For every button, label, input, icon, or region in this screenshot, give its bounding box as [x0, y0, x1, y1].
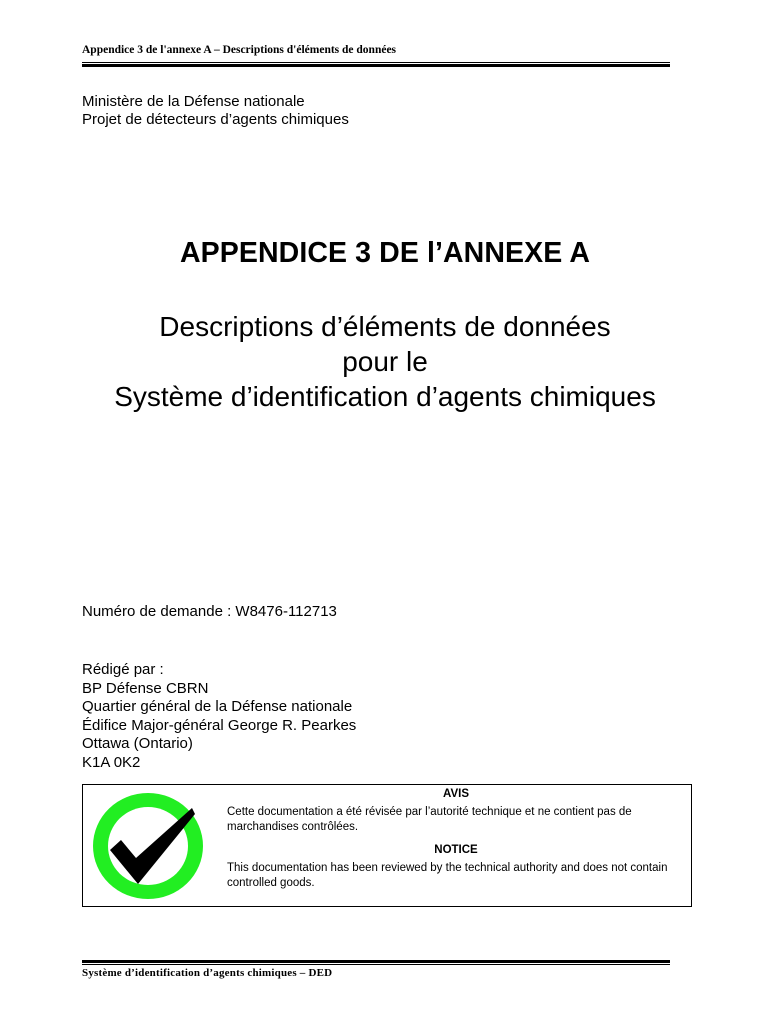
prepared-by-line: Édifice Major-général George R. Pearkes: [82, 716, 357, 734]
organization-line: Ministère de la Défense nationale: [82, 93, 305, 110]
notice-text: [227, 787, 685, 891]
organization-line: Projet de détecteurs d’agents chimiques: [82, 111, 349, 128]
footer-rule-thick: [82, 960, 670, 963]
prepared-by-line: Quartier général de la Défense nationale: [82, 698, 353, 715]
header-rule-thick: [82, 64, 670, 67]
prepared-by-line: K1A 0K2: [82, 753, 141, 771]
notice-body-en: This documentation has been reviewed by the technical authority and does not contain controlled goods.: [227, 862, 668, 889]
notice-heading-en: NOTICE: [434, 844, 478, 856]
footer-rule-thin: [82, 964, 670, 965]
green-checkmark-icon: [87, 788, 209, 904]
subtitle-line: Système d’identification d’agents chimiques: [114, 381, 656, 412]
request-number: Numéro de demande : W8476-112713: [82, 603, 337, 620]
document-title: APPENDICE 3 DE l’ANNEXE A: [179, 237, 591, 269]
document-subtitle: [0, 309, 770, 414]
prepared-by-block: [82, 661, 356, 772]
notice-box: [82, 784, 692, 907]
prepared-by-line: Ottawa (Ontario): [82, 735, 193, 752]
subtitle-line: pour le: [342, 346, 428, 377]
prepared-by-line: BP Défense CBRN: [82, 679, 209, 697]
running-header: Appendice 3 de l'annexe A – Descriptions d'éléments de données: [82, 44, 397, 56]
running-footer: Système d’identification d’agents chimiques – DED: [82, 967, 333, 979]
organization-block: [82, 93, 349, 129]
subtitle-line: Descriptions d’éléments de données: [159, 311, 611, 342]
prepared-by-label: Rédigé par :: [82, 661, 164, 678]
notice-heading-fr: AVIS: [443, 788, 469, 800]
notice-body-fr: Cette documentation a été révisée par l’autorité technique et ne contient pas de marchandises contrôlées.: [227, 806, 632, 833]
header-rule-thin: [82, 62, 670, 63]
